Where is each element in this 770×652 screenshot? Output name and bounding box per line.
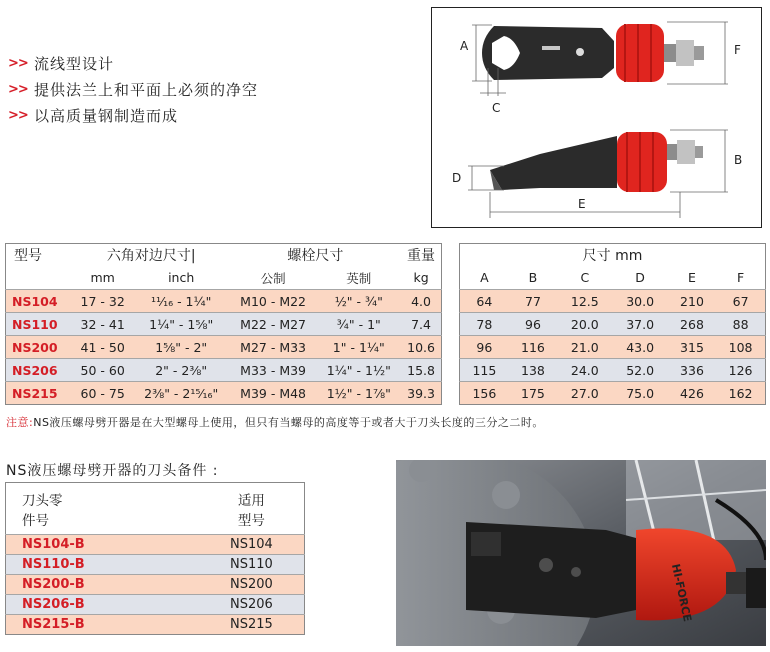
col-subheader-mm: mm [90,270,115,286]
weight-cell: 4.0 [401,290,441,313]
dim-cell: 336 [668,359,716,382]
imperial-cell: 1¼" - 1½" [316,359,401,382]
metric-cell: M33 - M39 [230,359,317,382]
model-cell: NS206 [6,359,73,382]
table-row [460,359,766,382]
dimension-diagram [431,7,762,228]
dim-cell: 108 [716,336,765,359]
feature-text: 提供法兰上和平面上必须的净空 [34,80,259,99]
feature-list [8,50,258,128]
dim-cell: 78 [460,313,509,336]
table-subheader-row [6,267,442,290]
feature-text: 以高质量钢制造而成 [34,106,179,125]
spec-table [5,243,442,405]
col-header-fit-l1: 适用 [237,492,265,509]
table-row [6,615,305,635]
dim-cell: 268 [668,313,716,336]
col-header-e: E [688,270,696,286]
table-row [460,313,766,336]
dim-cell: 96 [460,336,509,359]
metric-cell: M10 - M22 [230,290,317,313]
part-cell: NS200-B [6,575,199,595]
inch-cell: 1¼" - 1⅝" [133,313,230,336]
table-header-row [460,244,766,267]
mm-cell: 60 - 75 [73,382,133,405]
table-row [460,382,766,405]
model-cell: NS110 [6,313,73,336]
model-cell: NS104 [6,290,73,313]
table-row [6,313,442,336]
dim-cell: 426 [668,382,716,405]
weight-cell: 39.3 [401,382,441,405]
dim-label-f: F [734,43,741,57]
dim-label-e: E [578,197,586,211]
table-header-row [6,509,305,535]
col-header-weight: 重量 [407,248,436,265]
model-cell: NS200 [6,336,73,359]
dim-cell: 138 [509,359,557,382]
dimension-title: 尺寸 mm [582,248,643,265]
table-row [6,575,305,595]
dim-cell: 210 [668,290,716,313]
usage-note [6,414,544,430]
dim-cell: 126 [716,359,765,382]
weight-cell: 7.4 [401,313,441,336]
dim-label-b: B [734,153,743,167]
inch-cell: ¹¹⁄₁₆ - 1¼" [133,290,230,313]
dim-label-c: C [492,101,501,115]
inch-cell: 1⅝" - 2" [133,336,230,359]
col-header-model: 型号 [14,248,42,265]
dim-cell: 96 [509,313,557,336]
table-row [6,382,442,405]
table-row [6,595,305,615]
dim-cell: 115 [460,359,509,382]
dim-cell: 315 [668,336,716,359]
mm-cell: 32 - 41 [73,313,133,336]
dim-cell: 52.0 [612,359,667,382]
fit-cell: NS206 [199,595,305,615]
metric-cell: M27 - M33 [230,336,317,359]
col-header-c: C [580,270,590,286]
table-row [6,336,442,359]
imperial-cell: 1½" - 1⅞" [316,382,401,405]
dim-cell: 77 [509,290,557,313]
dim-cell: 21.0 [557,336,612,359]
nut-splitter-drawing [432,8,760,226]
dim-cell: 37.0 [612,313,667,336]
col-header-part-l1: 刀头零 [22,492,63,509]
fit-cell: NS200 [199,575,305,595]
col-subheader-kg: kg [413,270,429,286]
model-cell: NS215 [6,382,73,405]
table-row [460,336,766,359]
col-subheader-metric: 公制 [260,270,286,286]
table-row [6,555,305,575]
col-header-fit-l2: 型号 [237,512,265,529]
dim-cell: 162 [716,382,765,405]
mm-cell: 17 - 32 [73,290,133,313]
part-cell: NS206-B [6,595,199,615]
part-cell: NS110-B [6,555,199,575]
dim-cell: 27.0 [557,382,612,405]
part-cell: NS215-B [6,615,199,635]
feature-text: 流线型设计 [34,54,115,73]
top-view-tool [472,22,728,96]
feature-item [8,102,258,128]
double-chevron-icon: >> [8,107,28,123]
weight-cell: 15.8 [401,359,441,382]
dim-cell: 175 [509,382,557,405]
dim-cell: 20.0 [557,313,612,336]
dim-cell: 12.5 [557,290,612,313]
dim-label-a: A [460,39,469,53]
inch-cell: 2" - 2⅜" [133,359,230,382]
dim-cell: 30.0 [612,290,667,313]
weight-cell: 10.6 [401,336,441,359]
table-row [6,535,305,555]
col-header-b: B [528,270,538,286]
feature-item [8,50,258,76]
col-header-hex: 六角对边尺寸| [106,248,196,265]
table-subheader-row [460,267,766,290]
note-label: 注意: [6,416,34,429]
table-row [460,290,766,313]
mm-cell: 41 - 50 [73,336,133,359]
feature-item [8,76,258,102]
imperial-cell: 1" - 1¼" [316,336,401,359]
table-row [6,290,442,313]
side-view-tool [468,130,728,218]
table-header-row [6,244,442,267]
dim-cell: 88 [716,313,765,336]
note-text: NS液压螺母劈开器是在大型螺母上使用，但只有当螺母的高度等于或者大于刀头长度的三分之二时。 [33,416,544,429]
col-header-d: D [635,270,645,286]
col-header-bolt: 螺栓尺寸 [287,248,344,265]
col-subheader-imperial: 英制 [346,270,372,286]
col-header-a: A [480,270,489,286]
dim-cell: 24.0 [557,359,612,382]
fit-cell: NS215 [199,615,305,635]
fit-cell: NS104 [199,535,305,555]
double-chevron-icon: >> [8,81,28,97]
dim-cell: 64 [460,290,509,313]
parts-title: NS液压螺母劈开器的刀头备件 : [6,463,219,479]
col-header-f: F [736,270,745,286]
col-header-part-l2: 件号 [22,512,49,529]
inch-cell: 2⅜" - 2¹⁵⁄₁₆" [133,382,230,405]
imperial-cell: ½" - ¾" [316,290,401,313]
photo-illustration [396,460,766,646]
metric-cell: M39 - M48 [230,382,317,405]
dim-cell: 156 [460,382,509,405]
col-subheader-inch: inch [168,270,195,286]
brand-text: HI-FORCE [668,562,694,623]
dim-cell: 43.0 [612,336,667,359]
part-cell: NS104-B [6,535,199,555]
dim-label-d: D [452,171,462,185]
mm-cell: 50 - 60 [73,359,133,382]
product-photo [396,460,766,646]
double-chevron-icon: >> [8,55,28,71]
dim-cell: 75.0 [612,382,667,405]
dim-cell: 116 [509,336,557,359]
table-row [6,359,442,382]
metric-cell: M22 - M27 [230,313,317,336]
dim-cell: 67 [716,290,765,313]
dimension-table [459,243,766,405]
imperial-cell: ¾" - 1" [316,313,401,336]
table-header-row [6,483,305,509]
parts-table [5,482,305,635]
fit-cell: NS110 [199,555,305,575]
